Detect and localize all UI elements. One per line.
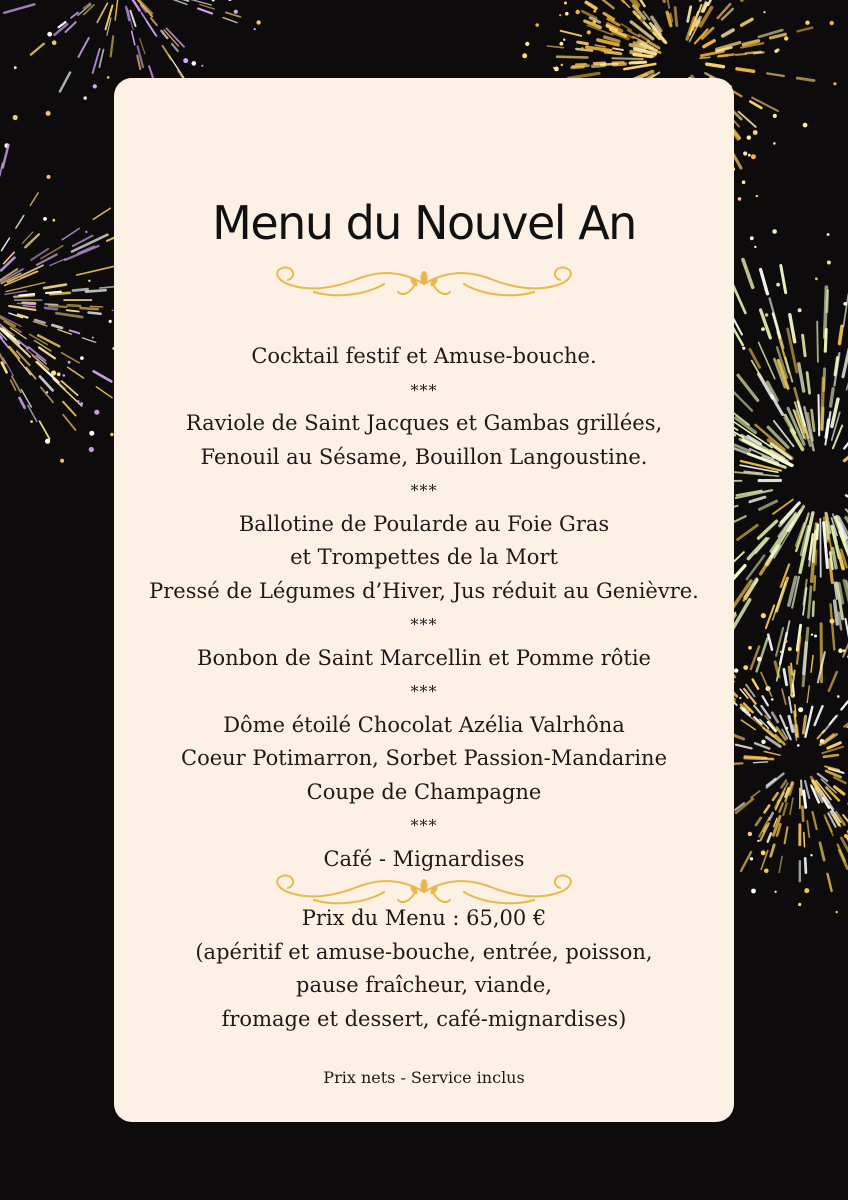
firework-dot — [254, 28, 256, 30]
price-line: fromage et dessert, café-mignardises) — [221, 1006, 627, 1031]
firework-dot — [52, 219, 55, 222]
firework-spark — [805, 858, 806, 872]
firework-dot — [773, 142, 776, 145]
firework-spark — [68, 305, 80, 306]
firework-dot — [93, 84, 97, 88]
firework-dot — [201, 65, 203, 67]
firework-dot — [754, 246, 756, 248]
firework-dot — [798, 903, 801, 906]
firework-dot — [89, 447, 94, 452]
firework-dot — [46, 391, 48, 393]
firework-dot — [788, 647, 792, 651]
firework-dot — [183, 58, 188, 63]
firework-spark — [745, 758, 774, 759]
firework-dot — [563, 39, 565, 41]
firework-dot — [776, 283, 780, 287]
firework-dot — [30, 420, 33, 423]
menu-courses — [114, 340, 734, 876]
firework-dot — [559, 14, 561, 16]
menu-line: Ballotine de Poularde au Foie Gras — [238, 511, 610, 536]
firework-spark — [573, 66, 589, 67]
menu-line: Bonbon de Saint Marcellin et Pomme rôtie — [197, 645, 651, 670]
menu-line: Raviole de Saint Jacques et Gambas grillées, — [185, 411, 663, 435]
firework-dot — [80, 356, 84, 360]
firework-dot — [797, 744, 800, 747]
firework-spark — [675, 8, 677, 26]
firework-dot — [742, 347, 745, 350]
firework-dot — [748, 646, 752, 650]
course-separator: *** — [410, 615, 438, 634]
firework-dot — [830, 21, 834, 25]
firework-dot — [107, 76, 110, 79]
firework-dot — [775, 891, 777, 893]
service-note: Prix nets - Service inclus — [323, 1068, 525, 1087]
firework-dot — [814, 635, 817, 638]
firework-dot — [14, 66, 17, 69]
price-line: (apéritif et amuse-bouche, entrée, poisson, — [195, 939, 653, 964]
firework-spark — [90, 306, 102, 307]
firework-spark — [46, 292, 61, 293]
firework-dot — [804, 888, 809, 893]
firework-dot — [192, 61, 197, 66]
firework-dot — [85, 231, 87, 233]
firework-dot — [89, 431, 94, 436]
firework-dot — [256, 20, 260, 24]
firework-spark — [803, 716, 805, 733]
firework-dot — [743, 151, 747, 155]
firework-spark — [825, 287, 827, 337]
firework-dot — [838, 648, 843, 653]
firework-dot — [830, 619, 835, 624]
firework-spark — [813, 602, 814, 616]
firework-dot — [827, 261, 831, 265]
firework-dot — [747, 135, 751, 139]
firework-dot — [751, 889, 756, 894]
firework-dot — [750, 236, 754, 240]
firework-spark — [19, 294, 34, 295]
firework-dot — [94, 410, 99, 415]
firework-dot — [47, 32, 52, 37]
firework-dot — [751, 154, 756, 159]
firework-spark — [819, 395, 820, 435]
firework-dot — [837, 695, 840, 698]
firework-dot — [734, 668, 738, 672]
menu-line: Fenouil au Sésame, Bouillon Langoustine. — [200, 444, 648, 469]
gold-flourish-divider — [264, 262, 584, 306]
firework-spark — [81, 308, 98, 309]
firework-dot — [561, 64, 564, 67]
firework-spark — [802, 807, 803, 821]
course-separator: *** — [410, 380, 438, 400]
firework-dot — [43, 217, 47, 221]
firework-spark — [816, 550, 817, 564]
firework-dot — [525, 42, 529, 46]
firework-dot — [554, 67, 559, 72]
firework-spark — [557, 57, 587, 58]
firework-dot — [60, 459, 64, 463]
firework-spark — [754, 762, 768, 763]
firework-spark — [630, 62, 646, 63]
firework-dot — [92, 337, 94, 339]
firework-dot — [765, 313, 768, 316]
firework-dot — [46, 111, 51, 116]
firework-dot — [593, 10, 596, 13]
firework-spark — [45, 304, 57, 305]
firework-dot — [761, 740, 765, 744]
firework-dot — [742, 180, 746, 184]
firework-dot — [764, 869, 769, 874]
firework-spark — [804, 833, 805, 847]
price-block — [114, 902, 734, 1036]
firework-dot — [77, 400, 80, 403]
firework-dot — [88, 280, 90, 282]
price-line: pause fraîcheur, viande, — [296, 973, 552, 997]
firework-dot — [772, 229, 777, 234]
firework-dot — [773, 114, 777, 118]
firework-dot — [785, 640, 788, 643]
firework-spark — [700, 57, 710, 58]
firework-dot — [522, 53, 527, 58]
firework-dot — [743, 665, 748, 670]
firework-dot — [763, 11, 765, 13]
firework-dot — [803, 123, 808, 128]
firework-spark — [824, 755, 838, 757]
firework-spark — [49, 306, 66, 307]
firework-spark — [822, 378, 824, 428]
firework-dot — [815, 277, 818, 280]
firework-spark — [754, 52, 764, 53]
firework-dot — [52, 40, 57, 45]
firework-dot — [784, 36, 788, 40]
firework-dot — [761, 613, 766, 618]
firework-dot — [109, 320, 112, 323]
menu-line: Pressé de Légumes d’Hiver, Jus réduit au Genièvre. — [149, 578, 699, 603]
firework-dot — [757, 657, 762, 662]
firework-spark — [73, 289, 88, 290]
firework-dot — [63, 374, 66, 377]
firework-spark — [817, 525, 818, 539]
firework-dot — [748, 154, 751, 157]
firework-spark — [791, 664, 792, 675]
firework-dot — [844, 834, 848, 838]
firework-dot — [827, 233, 830, 236]
firework-dot — [798, 707, 803, 712]
firework-spark — [736, 54, 746, 55]
firework-dot — [565, 12, 569, 16]
firework-spark — [612, 58, 643, 59]
firework-spark — [737, 69, 754, 72]
menu-line: Dôme étoilé Chocolat Azélia Valrhôna — [223, 712, 625, 737]
firework-dot — [738, 197, 742, 201]
firework-dot — [581, 47, 584, 50]
firework-spark — [45, 308, 57, 309]
course-separator: *** — [410, 481, 438, 500]
firework-dot — [757, 840, 759, 842]
firework-spark — [793, 684, 794, 695]
firework-dot — [45, 439, 50, 444]
menu-line: Coupe de Champagne — [306, 779, 542, 804]
firework-dot — [739, 697, 741, 699]
firework-spark — [817, 322, 818, 362]
firework-spark — [801, 781, 802, 795]
firework-dot — [535, 23, 539, 27]
firework-spark — [89, 313, 101, 314]
firework-dot — [761, 327, 765, 331]
firework-dot — [564, 2, 567, 5]
firework-dot — [771, 698, 774, 701]
firework-dot — [810, 854, 812, 856]
firework-dot — [587, 30, 591, 34]
firework-dot — [51, 370, 56, 375]
firework-dot — [13, 115, 18, 120]
firework-spark — [718, 56, 728, 57]
firework-dot — [748, 832, 752, 836]
firework-spark — [578, 42, 588, 44]
menu-card — [114, 78, 734, 1122]
firework-dot — [57, 372, 61, 376]
firework-dot — [576, 10, 580, 14]
firework-spark — [795, 705, 796, 716]
firework-dot — [761, 850, 766, 855]
firework-spark — [814, 576, 815, 590]
firework-dot — [780, 651, 782, 653]
firework-dot — [750, 857, 753, 860]
firework-dot — [560, 42, 564, 46]
course-separator: *** — [410, 682, 438, 701]
firework-dot — [47, 175, 51, 179]
firework-spark — [601, 64, 617, 65]
price-line: Prix du Menu : 65,00 € — [301, 906, 547, 930]
firework-dot — [833, 82, 836, 85]
menu-line: et Trompettes de la Mort — [290, 545, 558, 569]
firework-spark — [86, 290, 106, 291]
firework-dot — [836, 911, 838, 913]
menu-title: Menu du Nouvel An — [212, 196, 636, 250]
firework-dot — [84, 96, 87, 99]
menu-line: Coeur Potimarron, Sorbet Passion-Mandarine — [181, 746, 667, 770]
menu-line: Cocktail festif et Amuse-bouche. — [251, 344, 597, 368]
menu-line: Café - Mignardises — [323, 846, 525, 871]
firework-dot — [774, 50, 777, 53]
firework-spark — [668, 0, 670, 7]
firework-dot — [80, 402, 83, 405]
firework-dot — [805, 21, 809, 25]
firework-dot — [553, 67, 555, 69]
firework-spark — [840, 326, 843, 343]
firework-spark — [797, 726, 798, 737]
firework-dot — [811, 634, 813, 636]
firework-spark — [804, 791, 806, 807]
firework-dot — [234, 10, 238, 14]
firework-dot — [756, 195, 758, 197]
firework-dot — [68, 361, 71, 364]
firework-dot — [798, 308, 802, 312]
course-separator: *** — [410, 816, 438, 835]
firework-dot — [753, 130, 758, 135]
